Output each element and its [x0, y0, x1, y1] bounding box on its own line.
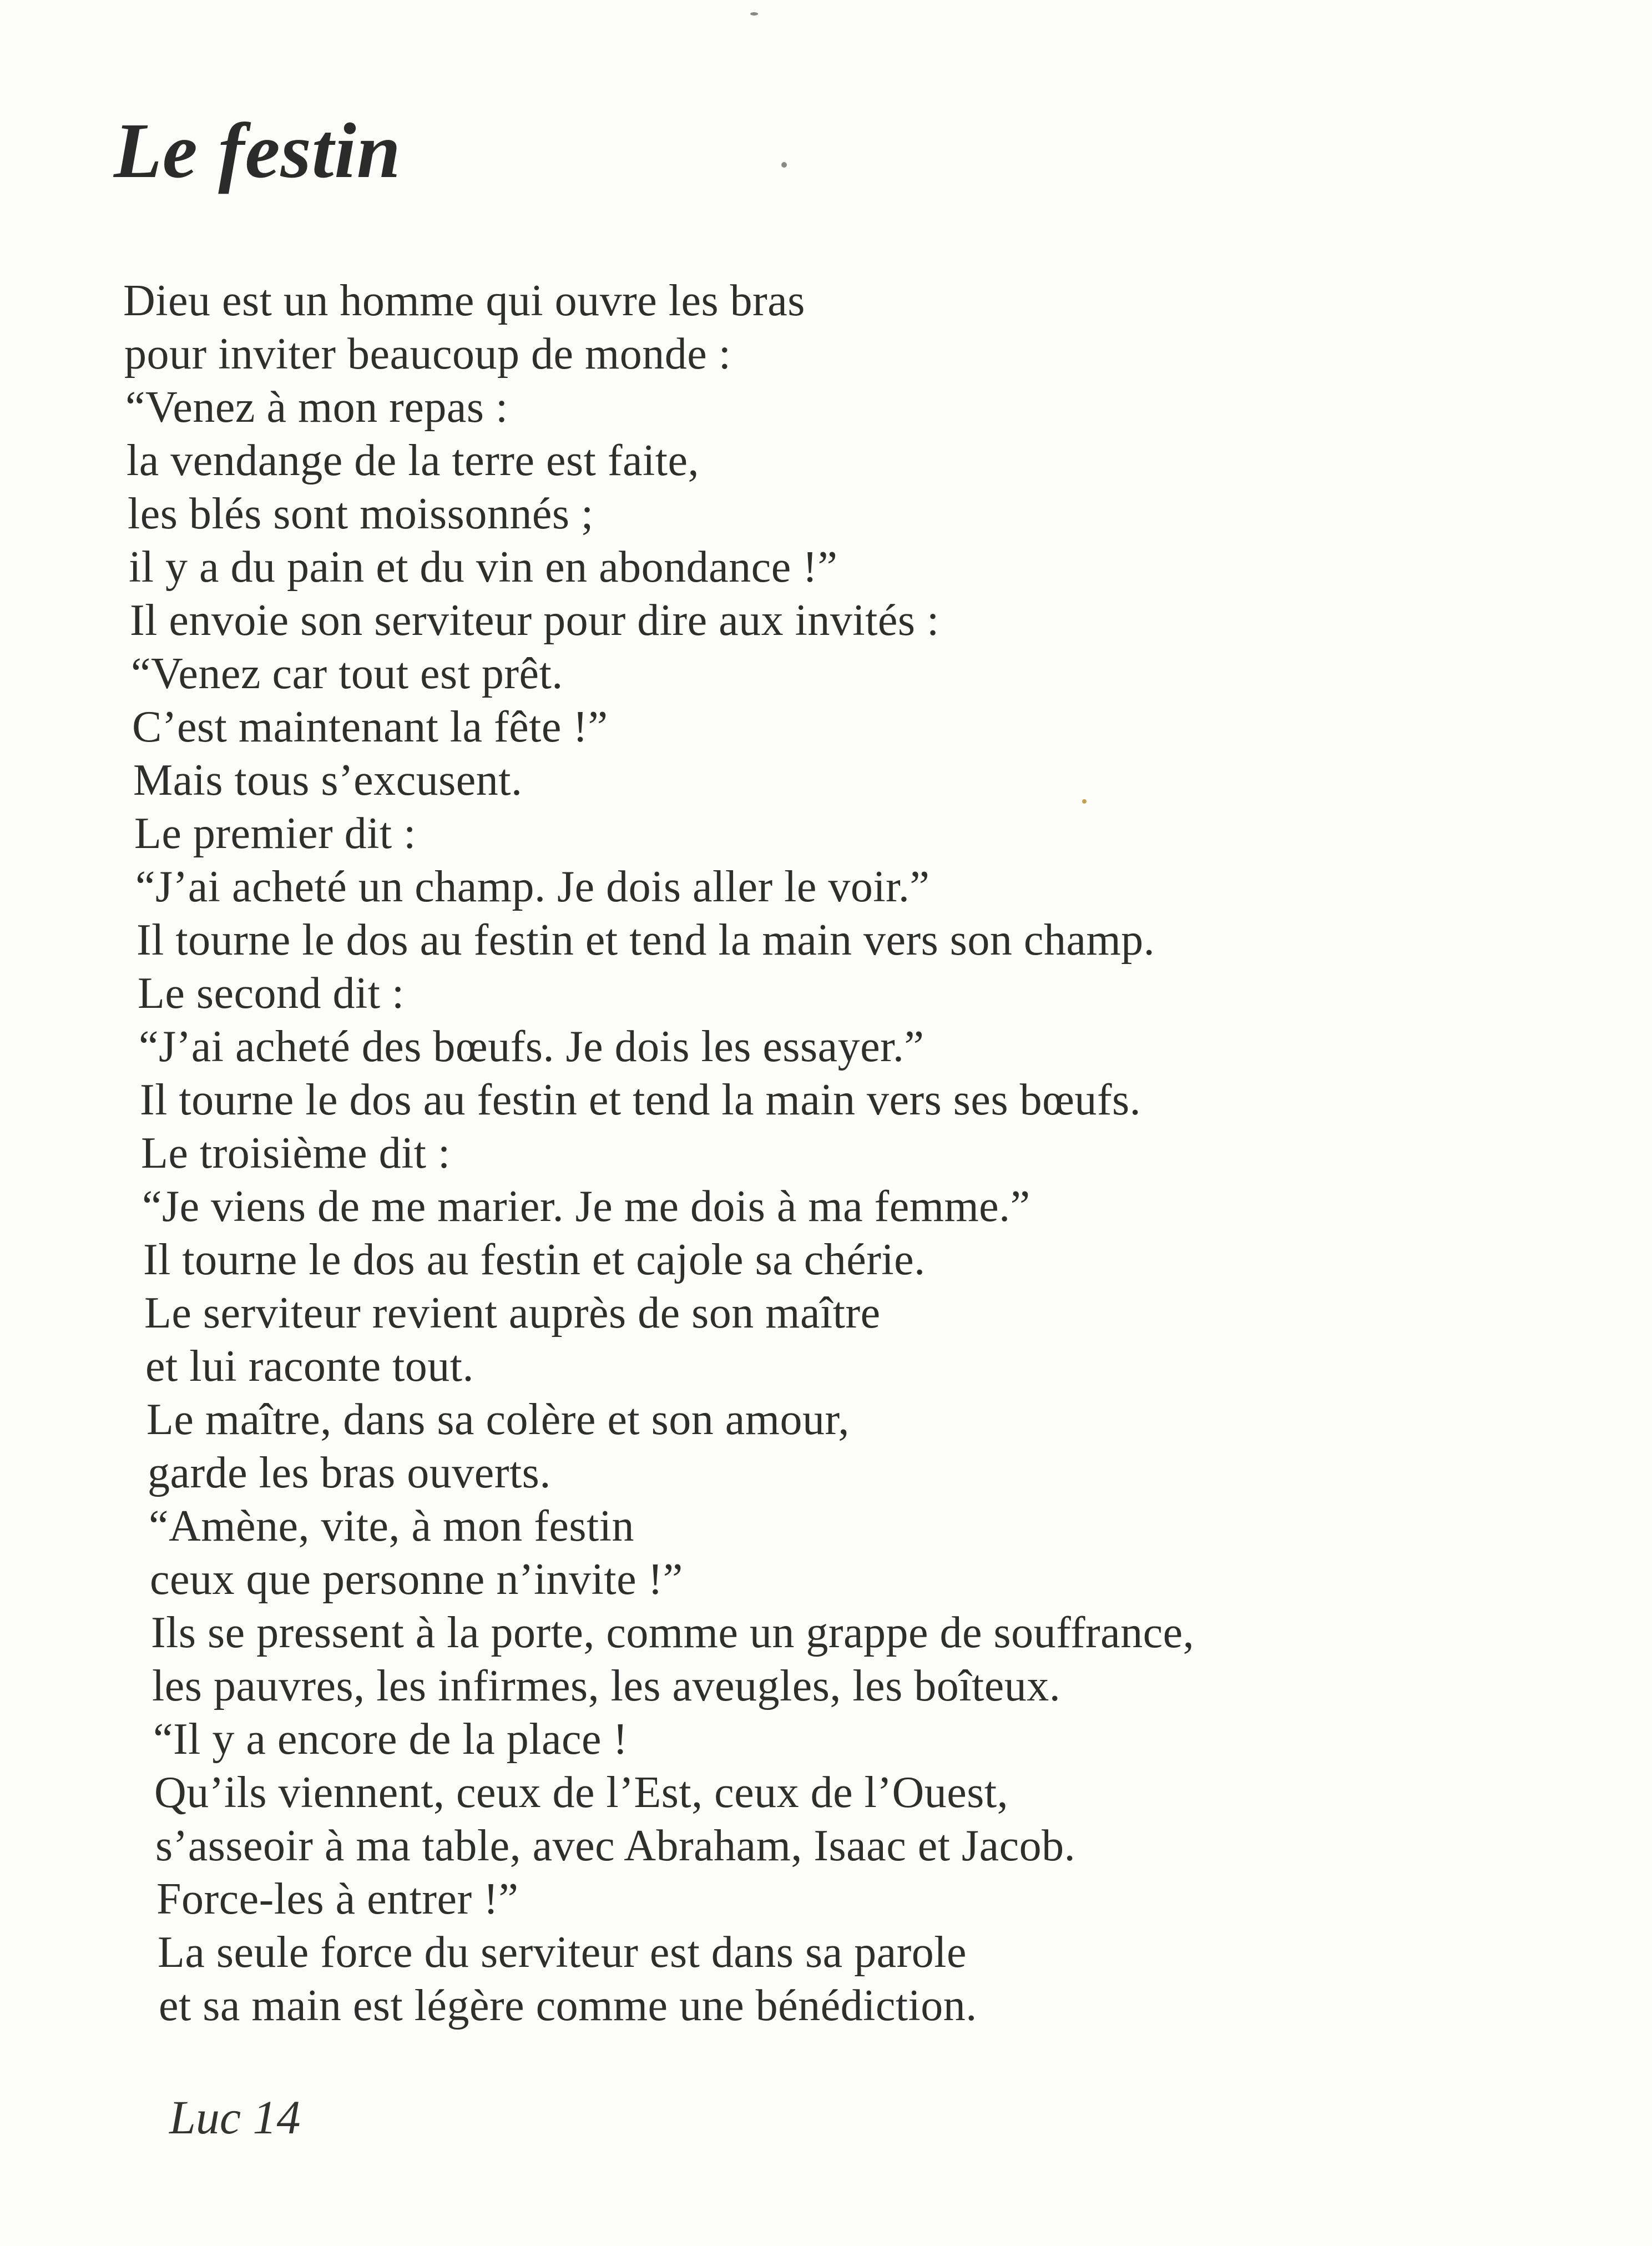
poem-line: “Venez car tout est prêt. [131, 649, 563, 698]
poem-line: Il envoie son serviteur pour dire aux invités : [130, 596, 939, 645]
poem-line: pour inviter beaucoup de monde : [124, 330, 731, 378]
poem-line: Ils se pressent à la porte, comme un grappe de souffrance, [151, 1608, 1195, 1657]
poem-line: et lui raconte tout. [145, 1342, 474, 1391]
poem-line: s’asseoir à ma table, avec Abraham, Isaac et Jacob. [155, 1821, 1076, 1870]
poem-line: “J’ai acheté un champ. Je dois aller le voir.” [135, 862, 930, 911]
poem-line: Le second dit : [138, 969, 405, 1018]
poem-line: Le premier dit : [134, 809, 416, 858]
poem-line: il y a du pain et du vin en abondance !” [129, 543, 838, 592]
poem-line: Il tourne le dos au festin et cajole sa chérie. [143, 1235, 926, 1284]
poem-line: C’est maintenant la fête !” [132, 703, 608, 751]
poem-line: Force-les à entrer !” [156, 1875, 519, 1924]
poem-line: les pauvres, les infirmes, les aveugles, les boîteux. [152, 1662, 1061, 1710]
poem-line: “J’ai acheté des bœufs. Je dois les essayer.” [139, 1022, 924, 1071]
poem-line: La seule force du serviteur est dans sa parole [158, 1928, 967, 1977]
poem-line: Dieu est un homme qui ouvre les bras [123, 276, 805, 325]
poem-title: Le festin [114, 107, 401, 194]
poem-line: garde les bras ouverts. [148, 1448, 551, 1497]
poem-line: “Amène, vite, à mon festin [149, 1502, 634, 1551]
poem-line: Il tourne le dos au festin et tend la main vers son champ. [137, 916, 1155, 965]
poem-line: “Il y a encore de la place ! [153, 1715, 628, 1764]
poem-line: ceux que personne n’invite !” [150, 1555, 683, 1604]
poem-line: “Venez à mon repas : [125, 383, 508, 432]
poem-line: Le serviteur revient auprès de son maître [144, 1289, 881, 1337]
poem-line: Il tourne le dos au festin et tend la main vers ses bœufs. [140, 1076, 1141, 1124]
poem-line: Mais tous s’excusent. [133, 756, 523, 805]
poem-line: Le troisième dit : [141, 1129, 451, 1178]
poem-line: “Je viens de me marier. Je me dois à ma femme.” [142, 1182, 1030, 1231]
poem-line: Qu’ils viennent, ceux de l’Est, ceux de l’Ouest, [154, 1768, 1009, 1817]
poem-line: la vendange de la terre est faite, [127, 436, 699, 485]
poem-line: Le maître, dans sa colère et son amour, [146, 1395, 850, 1444]
poem-line: les blés sont moissonnés ; [128, 489, 594, 538]
poem-line: et sa main est légère comme une bénédiction. [159, 1981, 977, 2030]
bible-reference: Luc 14 [169, 2091, 301, 2144]
